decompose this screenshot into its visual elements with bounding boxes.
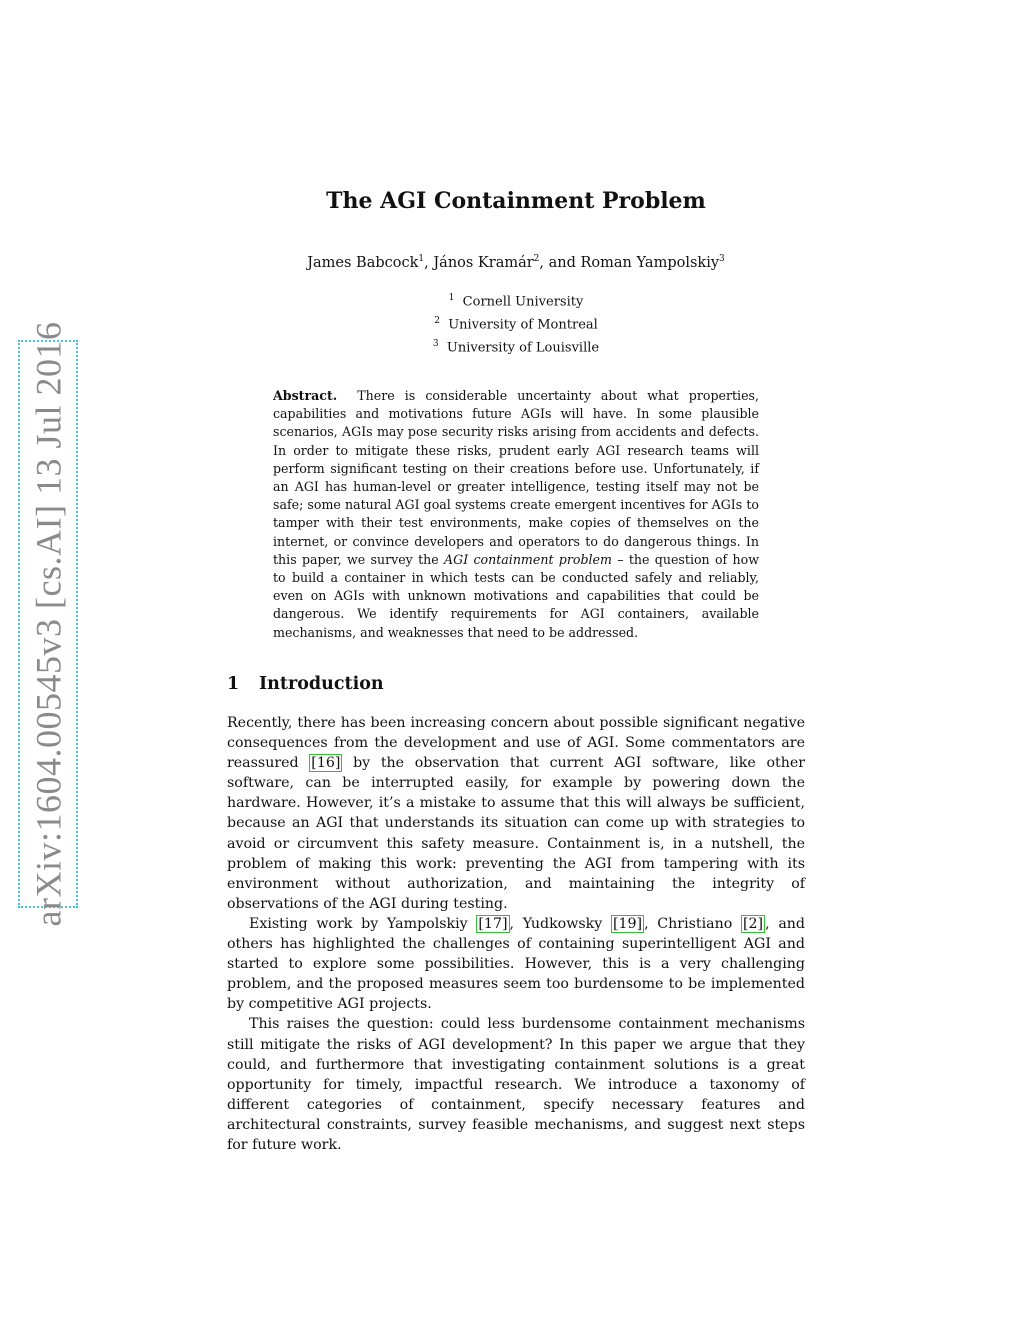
arxiv-identifier-stamp[interactable] [18, 321, 78, 927]
section-title: Introduction [259, 674, 384, 694]
paragraph-text: This raises the question: could less burdensome containment mechanisms still mitigate the risks of AGI development? In this paper we argue that they could, and furthermore that investigating containment solutions is a great opportunity for timely, impactful research. We introduce a taxonomy of different categories of containment, specify necessary features and architectural constraints, survey feasible mechanisms, and suggest next steps for future work. [227, 1016, 805, 1153]
author-name: James Babcock [307, 254, 419, 271]
author-list [228, 254, 804, 271]
arxiv-identifier-text: arXiv:1604.00545v3 [cs.AI] 13 Jul 2016 [28, 321, 68, 927]
abstract [273, 387, 759, 642]
citation-link[interactable]: [17] [478, 915, 508, 932]
author-affiliation-mark: 3 [719, 254, 725, 264]
affiliation-item [228, 289, 804, 312]
affiliation-name: University of Montreal [448, 317, 598, 333]
citation-link[interactable]: [2] [743, 915, 764, 932]
author-separator: , [424, 254, 434, 271]
paragraph-text: Existing work by Yampolskiy [249, 915, 477, 932]
paragraph-text: , Christiano [644, 915, 741, 932]
abstract-text: – the question of how to build a container in which tests can be conducted safely and reliably, even on AGIs with unknown motivations and capabilities that could be dangerous. We identify requirements for AGI containers, available mechanisms, and weaknesses that need to be addressed. [273, 551, 759, 640]
citation-link[interactable]: [16] [311, 755, 341, 772]
affiliation-name: Cornell University [462, 294, 584, 310]
author-affiliation-mark: 1 [418, 254, 425, 264]
author-name: Roman Yampolskiy [580, 254, 720, 271]
affiliation-item [228, 312, 804, 335]
affiliation-mark: 2 [434, 315, 440, 326]
abstract-emphasis: AGI containment problem [444, 551, 612, 567]
author-name: János Kramár [433, 254, 534, 271]
section-number: 1 [227, 674, 240, 694]
section-heading [227, 674, 384, 694]
paragraph [227, 713, 805, 914]
affiliation-item [228, 335, 804, 358]
paragraph [227, 1014, 805, 1155]
affiliation-name: University of Louisville [446, 339, 600, 355]
body-text [227, 713, 805, 1155]
paper-title: The AGI Containment Problem [326, 188, 706, 214]
author-separator: , and [539, 254, 581, 271]
abstract-text: There is considerable uncertainty about what properties, capabilities and motivations future AGIs will have. In some plausible scenarios, AGIs may pose security risks arising from accidents and defects. In order to mitigate these risks, prudent early AGI research teams will perform significant testing on their creations before use. Unfortunately, if an AGI has human-level or greater intelligence, testing itself may not be safe; some natural AGI goal systems create emergent incentives for AGIs to tamper with their test environments, make copies of themselves on the internet, or convince developers and operators to do dangerous things. In this paper, we survey the [273, 388, 759, 567]
citation-link[interactable]: [19] [612, 915, 643, 932]
paragraph-text: , Yudkowsky [509, 915, 611, 932]
affiliation-list [228, 289, 804, 357]
paragraph-text: Recently, there has been increasing concern about possible significant negative consequences from the development and use of AGI. Some commentators are reassured [227, 715, 805, 772]
paragraph [227, 914, 805, 1014]
author-affiliation-mark: 2 [533, 254, 540, 264]
paragraph-text: by the observation that current AGI software, like other software, can be interrupted easily, for example by powering down the hardware. However, it’s a mistake to assume that this will always be sufficient, because an AGI that understands its situation can come up with strategies to avoid or circumvent this safety measure. Containment is, in a nutshell, the problem of making this work: preventing the AGI from tampering with its environment without authorization, and maintaining the integrity of observations of the AGI during testing. [227, 755, 806, 912]
abstract-label: Abstract. [273, 388, 338, 403]
affiliation-mark: 1 [448, 293, 455, 303]
affiliation-mark: 3 [432, 338, 439, 349]
paragraph-text: , and others has highlighted the challenges of containing superintelligent AGI and started to explore some possibilities. However, this is a very challenging problem, and the proposed measures seem too burdensome to be implemented by competitive AGI projects. [227, 915, 806, 1013]
